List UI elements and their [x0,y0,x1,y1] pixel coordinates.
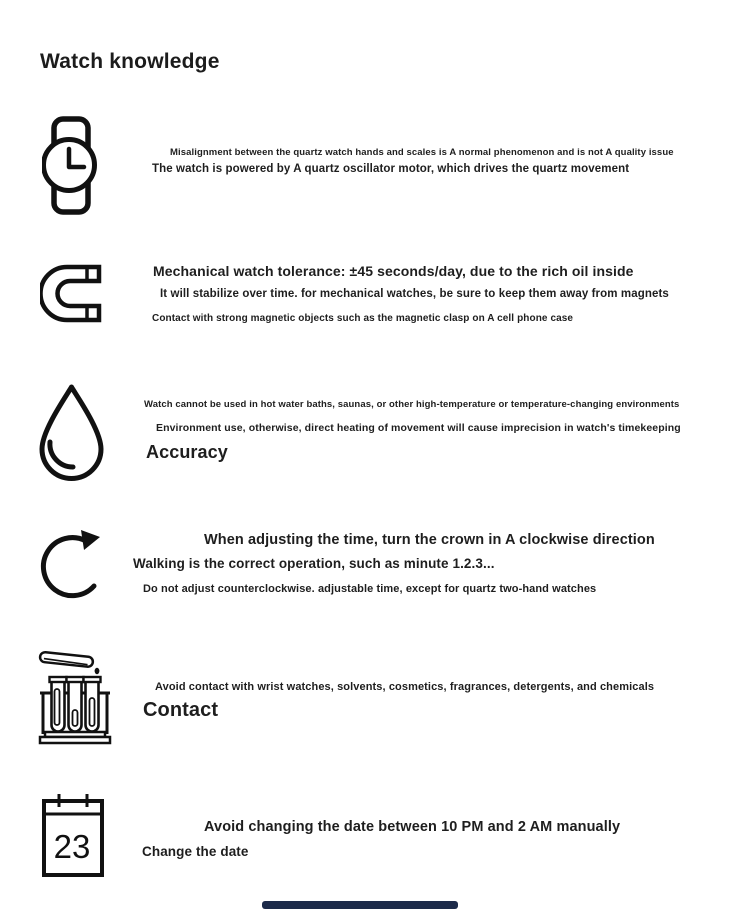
tolerance-text: Mechanical watch tolerance: ±45 seconds/day, due to the rich oil inside [153,263,634,279]
accuracy-heading: Accuracy [146,442,228,462]
counterclockwise-warning-note: Do not adjust counterclockwise. adjustable time, except for quartz two-hand watches [143,583,597,595]
water-drop-icon [38,383,105,482]
rotate-clockwise-icon [38,524,110,606]
calendar-icon [40,792,106,879]
magnet-warning-text: It will stabilize over time. for mechanical watches, be sure to keep them away from magnets [160,288,669,300]
quartz-misalignment-note: Misalignment between the quartz watch hands and scales is A normal phenomenon and is not A quality issue [170,147,674,158]
magnet-contact-note: Contact with strong magnetic objects such as the magnetic clasp on A cell phone case [152,313,574,324]
home-indicator[interactable] [262,901,458,909]
date-change-warning-text: Avoid changing the date between 10 PM and 2 AM manually [204,819,621,835]
chemicals-warning-text: Avoid contact with wrist watches, solvents, cosmetics, fragrances, detergents, and chemicals [155,681,655,693]
page-title: Watch knowledge [40,50,220,74]
crown-clockwise-text: When adjusting the time, turn the crown in A clockwise direction [204,532,655,548]
change-date-text: Change the date [142,844,249,859]
calendar-day-label: 23 [53,828,91,865]
hot-water-warning-note: Watch cannot be used in hot water baths, saunas, or other high-temperature or temperature-changing environments [144,399,680,410]
test-tubes-icon [37,646,113,745]
watch-icon [42,116,100,215]
contact-heading: Contact [143,699,219,721]
walking-operation-text: Walking is the correct operation, such as minute 1.2.3... [133,556,495,571]
environment-use-text: Environment use, otherwise, direct heating of movement will cause imprecision in watch's timekeeping [156,422,681,434]
magnet-icon [40,264,102,323]
quartz-movement-text: The watch is powered by A quartz oscillator motor, which drives the quartz movement [152,163,630,175]
